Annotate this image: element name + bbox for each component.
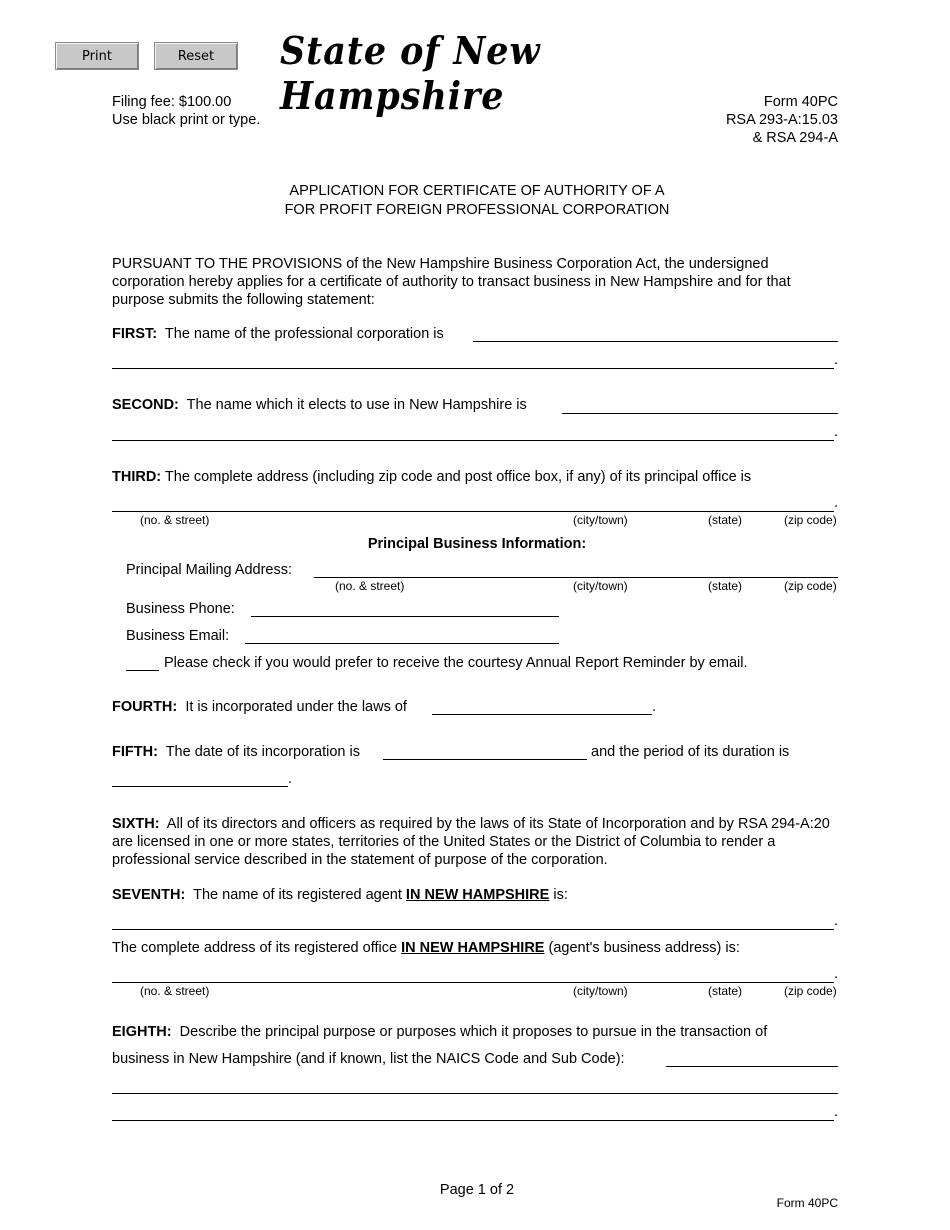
seventh-section <box>112 887 568 903</box>
reset-button[interactable]: Reset <box>154 42 238 70</box>
office-section <box>112 940 740 956</box>
state-title: State of New Hampshire <box>280 28 541 118</box>
heading-line-1: APPLICATION FOR CERTIFICATE OF AUTHORITY OF A <box>289 183 665 199</box>
registered-office-input[interactable] <box>112 965 834 983</box>
period: . <box>834 352 839 368</box>
state-caption: (state) <box>708 984 743 998</box>
sixth-text: All of its directors and officers as required by the laws of its State of Incorporation and by RSA 294-A:20 are licensed in one or more states, territories of the United States or the District of Columbia to render a professional service described in the statement of purpose of the corporation. <box>112 816 830 868</box>
seventh-tail: is: <box>553 887 568 903</box>
eighth-section <box>112 1024 767 1040</box>
purpose-input-3[interactable] <box>112 1103 834 1121</box>
sixth-section <box>112 815 834 869</box>
incorporation-date-input[interactable] <box>383 742 587 760</box>
nh-name-input[interactable] <box>562 396 838 414</box>
print-button[interactable]: Print <box>55 42 139 70</box>
second-section <box>112 397 527 413</box>
corporation-name-input-2[interactable] <box>112 351 834 369</box>
period: . <box>288 771 293 787</box>
third-section <box>112 469 751 485</box>
pbi-heading: Principal Business Information: <box>367 536 587 552</box>
business-phone-input[interactable] <box>251 599 559 617</box>
period: . <box>834 913 839 929</box>
duration-input[interactable] <box>112 769 288 787</box>
seventh-label: SEVENTH: <box>112 887 186 903</box>
street-caption: (no. & street) <box>335 579 405 593</box>
page-number: Page 1 of 2 <box>439 1182 515 1198</box>
purpose-input[interactable] <box>666 1049 838 1067</box>
nh-name-input-2[interactable] <box>112 423 834 441</box>
fourth-section <box>112 699 407 715</box>
corporation-name-input[interactable] <box>473 324 838 342</box>
intro-paragraph: PURSUANT TO THE PROVISIONS of the New Hampshire Business Corporation Act, the undersigned corporation hereby applies for a certificate of authority to transact business in New Hampshire and for that purpose submits the following statement: <box>112 256 791 308</box>
business-email-input[interactable] <box>245 626 559 644</box>
email-reminder-checkbox[interactable] <box>126 653 159 671</box>
registered-agent-input[interactable] <box>112 912 834 930</box>
city-caption: (city/town) <box>573 513 628 527</box>
period: . <box>834 1104 839 1120</box>
incorporation-state-input[interactable] <box>432 697 652 715</box>
second-label: SECOND: <box>112 397 179 413</box>
street-caption: (no. & street) <box>140 984 210 998</box>
office-tail: (agent's business address) is: <box>548 940 740 956</box>
footer-form-id: Form 40PC <box>776 1196 838 1210</box>
ink-note: Use black print or type. <box>112 112 261 128</box>
rsa-ref-1: RSA 293-A:15.03 <box>725 112 838 128</box>
zip-caption: (zip code) <box>784 513 837 527</box>
seventh-emphasis: IN NEW HAMPSHIRE <box>405 887 550 903</box>
second-text: The name which it elects to use in New Hampshire is <box>186 397 527 413</box>
fourth-label: FOURTH: <box>112 699 178 715</box>
first-section <box>112 326 444 342</box>
state-caption: (state) <box>708 513 743 527</box>
form-id: Form 40PC <box>763 94 838 110</box>
eighth-text: Describe the principal purpose or purposes which it proposes to pursue in the transaction of <box>179 1024 768 1040</box>
heading-line-2: FOR PROFIT FOREIGN PROFESSIONAL CORPORATION <box>284 202 670 218</box>
third-label: THIRD: <box>112 469 162 485</box>
eighth-label: EIGHTH: <box>112 1024 172 1040</box>
fifth-label: FIFTH: <box>112 744 158 760</box>
first-text: The name of the professional corporation is <box>164 326 444 342</box>
office-text: The complete address of its registered office <box>112 940 398 956</box>
period: . <box>834 495 839 511</box>
business-phone-label: Business Phone: <box>126 601 235 617</box>
fifth-text-2: and the period of its duration is <box>591 744 790 760</box>
period: . <box>834 424 839 440</box>
mailing-address-label: Principal Mailing Address: <box>126 562 293 578</box>
zip-caption: (zip code) <box>784 579 837 593</box>
period: . <box>834 966 839 982</box>
mailing-address-input[interactable] <box>314 560 838 578</box>
seventh-text: The name of its registered agent <box>193 887 402 903</box>
state-caption: (state) <box>708 579 743 593</box>
street-caption: (no. & street) <box>140 513 210 527</box>
city-caption: (city/town) <box>573 579 628 593</box>
eighth-text-2: business in New Hampshire (and if known, list the NAICS Code and Sub Code): <box>112 1051 625 1067</box>
first-label: FIRST: <box>112 326 158 342</box>
third-text: The complete address (including zip code and post office box, if any) of its principal office is <box>164 469 752 485</box>
fifth-text: The date of its incorporation is <box>165 744 360 760</box>
city-caption: (city/town) <box>573 984 628 998</box>
business-email-label: Business Email: <box>126 628 230 644</box>
fourth-text: It is incorporated under the laws of <box>185 699 407 715</box>
fifth-section <box>112 744 360 760</box>
period: . <box>652 699 657 715</box>
purpose-input-2[interactable] <box>112 1076 838 1094</box>
zip-caption: (zip code) <box>784 984 837 998</box>
rsa-ref-2: & RSA 294-A <box>752 130 838 146</box>
sixth-label: SIXTH: <box>112 816 160 832</box>
office-emphasis: IN NEW HAMPSHIRE <box>401 940 545 956</box>
filing-fee: Filing fee: $100.00 <box>112 94 232 110</box>
principal-office-address-input[interactable] <box>112 494 834 512</box>
email-reminder-text: Please check if you would prefer to receive the courtesy Annual Report Reminder by email. <box>164 655 748 671</box>
